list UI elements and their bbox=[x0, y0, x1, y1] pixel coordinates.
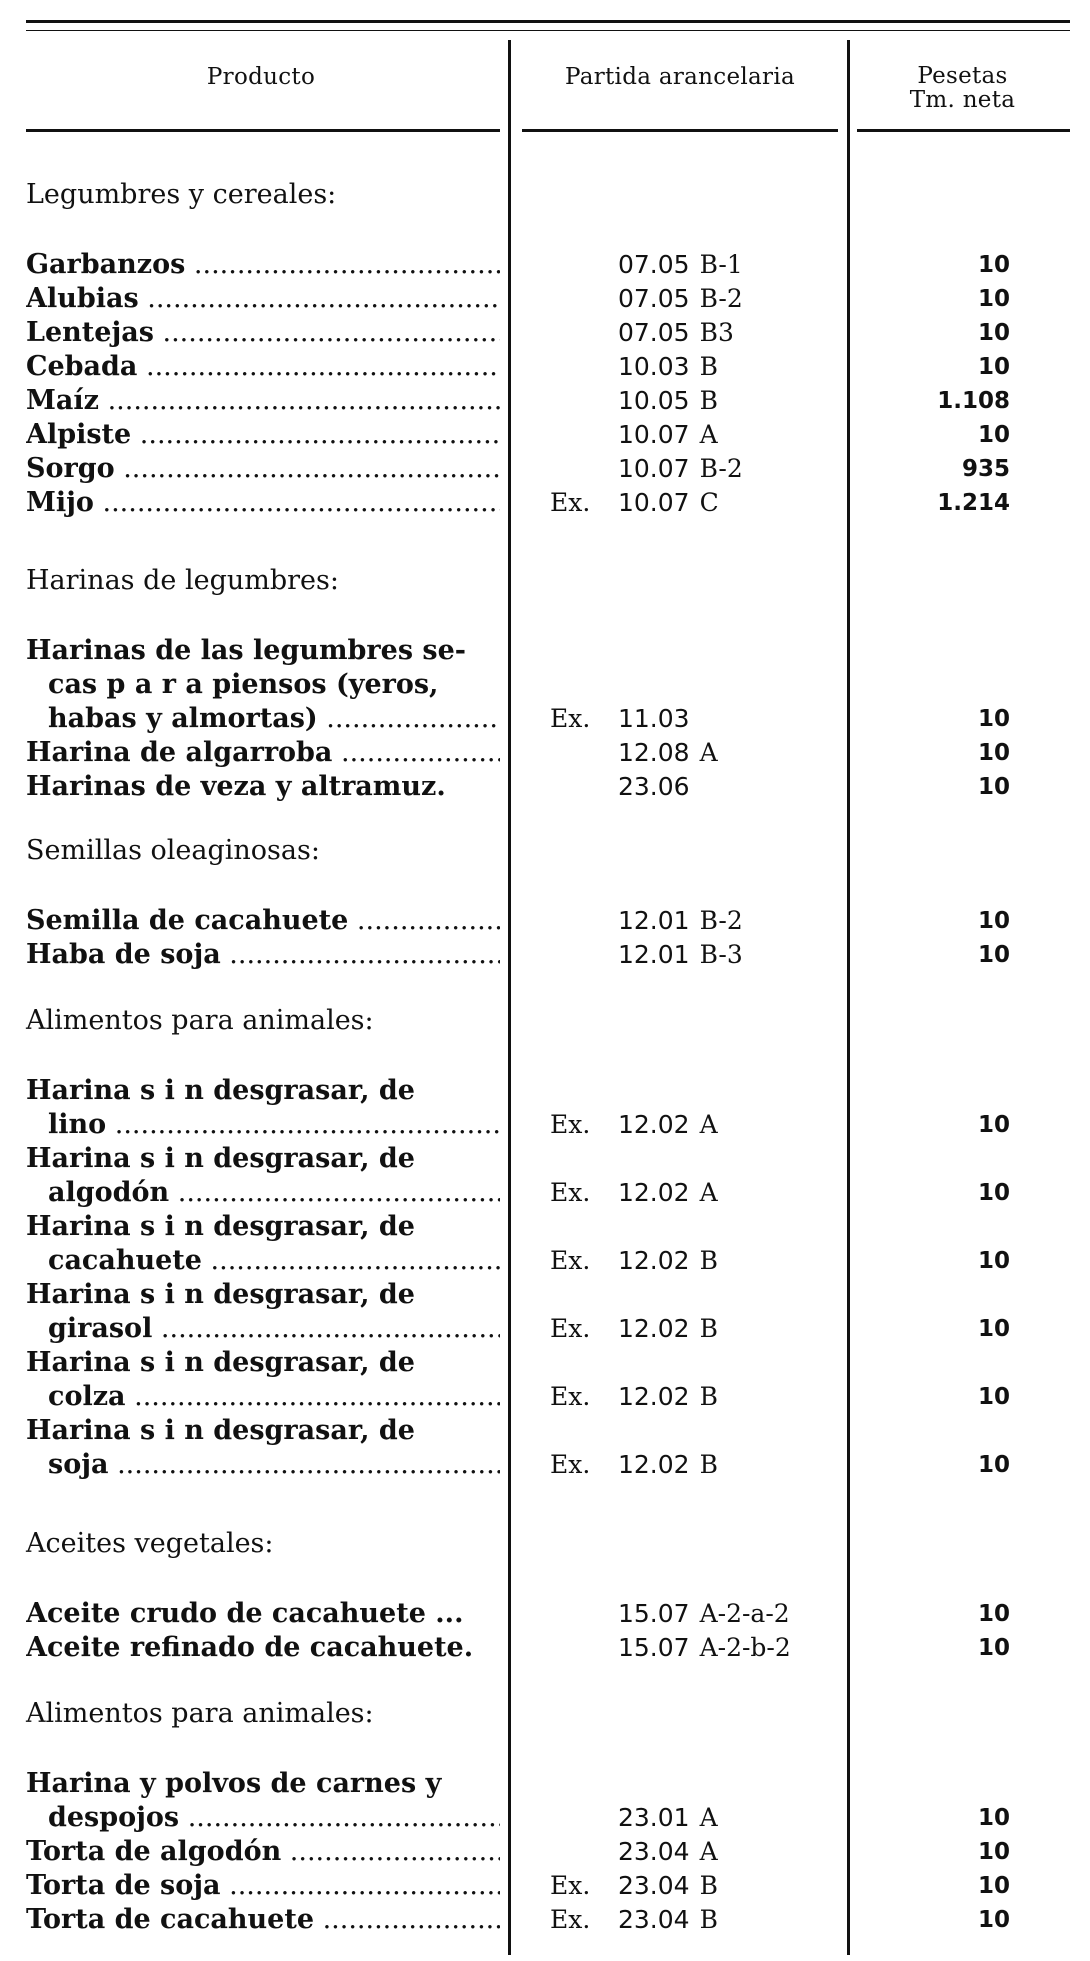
product-name: Garbanzos ..... bbox=[26, 248, 500, 282]
tariff-number: 11.03 bbox=[618, 704, 690, 733]
tariff-code bbox=[618, 316, 734, 350]
tariff-code bbox=[618, 1380, 718, 1414]
tariff-subheading: C bbox=[699, 488, 719, 517]
product-name: Cebada ..... bbox=[26, 350, 500, 384]
product-name: Harinas de las legumbres se- bbox=[26, 635, 467, 666]
pesetas-value: 1.214 bbox=[937, 490, 1010, 516]
header-rule-pesetas bbox=[857, 129, 1070, 132]
pesetas-value: 10 bbox=[977, 252, 1010, 278]
tariff-subheading: B bbox=[699, 1314, 718, 1343]
product-name: Torta de cacahuete ..... bbox=[26, 1903, 500, 1937]
pesetas-value: 10 bbox=[977, 286, 1010, 312]
section-heading: Alimentos para animales: bbox=[26, 1698, 374, 1729]
tariff-code bbox=[618, 350, 718, 384]
product-name: Harina s i n desgrasar, de bbox=[26, 1347, 415, 1378]
tariff-number: 12.02 bbox=[618, 1178, 690, 1207]
tariff-number: 10.03 bbox=[618, 352, 690, 381]
tariff-subheading: A-2-a-2 bbox=[699, 1599, 790, 1628]
tariff-code bbox=[618, 1631, 791, 1665]
tariff-subheading: B-2 bbox=[699, 906, 743, 935]
pesetas-value: 10 bbox=[977, 1839, 1010, 1865]
product-name: Alubias ..... bbox=[26, 282, 500, 316]
tariff-number: 23.04 bbox=[618, 1871, 690, 1900]
tariff-number: 12.02 bbox=[618, 1314, 690, 1343]
tariff-code bbox=[618, 384, 718, 418]
tariff-number: 10.07 bbox=[618, 454, 690, 483]
product-name: algodón ..... bbox=[48, 1176, 500, 1210]
pesetas-value: 10 bbox=[977, 422, 1010, 448]
product-name: Haba de soja ..... bbox=[26, 938, 500, 972]
tariff-code bbox=[618, 1869, 718, 1903]
ex-prefix: Ex. bbox=[550, 1178, 591, 1207]
product-name: Harinas de veza y altramuz. bbox=[26, 771, 446, 802]
tariff-subheading: B-3 bbox=[699, 940, 743, 969]
tariff-number: 07.05 bbox=[618, 250, 690, 279]
pesetas-value: 10 bbox=[977, 1112, 1010, 1138]
tariff-code bbox=[618, 1801, 718, 1835]
section-heading: Harinas de legumbres: bbox=[26, 565, 339, 596]
pesetas-value: 10 bbox=[977, 1316, 1010, 1342]
ex-prefix: Ex. bbox=[550, 704, 591, 733]
tariff-subheading: B bbox=[699, 1450, 718, 1479]
tariff-number: 12.02 bbox=[618, 1382, 690, 1411]
tariff-number: 12.02 bbox=[618, 1246, 690, 1275]
pesetas-value: 10 bbox=[977, 1873, 1010, 1899]
header-partida: Partida arancelaria bbox=[564, 64, 796, 90]
pesetas-value: 10 bbox=[977, 1805, 1010, 1831]
tariff-code bbox=[618, 1835, 718, 1869]
tariff-subheading: B bbox=[699, 1871, 718, 1900]
tariff-subheading: B bbox=[699, 386, 718, 415]
pesetas-value: 10 bbox=[977, 1452, 1010, 1478]
tariff-number: 12.01 bbox=[618, 906, 690, 935]
product-name: Harina y polvos de carnes y bbox=[26, 1768, 442, 1799]
product-name: habas y almortas) ..... bbox=[48, 702, 500, 736]
product-name: soja ..... bbox=[48, 1448, 500, 1482]
tariff-number: 23.06 bbox=[618, 772, 690, 801]
section-heading: Aceites vegetales: bbox=[26, 1528, 274, 1559]
pesetas-value: 10 bbox=[977, 1635, 1010, 1661]
tariff-subheading: A bbox=[699, 1110, 718, 1139]
product-name: Mijo ..... bbox=[26, 486, 500, 520]
ex-prefix: Ex. bbox=[550, 1314, 591, 1343]
tariff-number: 15.07 bbox=[618, 1599, 690, 1628]
product-name: lino ..... bbox=[48, 1108, 500, 1142]
tariff-number: 10.05 bbox=[618, 386, 690, 415]
tariff-number: 10.07 bbox=[618, 420, 690, 449]
pesetas-value: 10 bbox=[977, 1384, 1010, 1410]
tariff-code bbox=[618, 938, 743, 972]
product-name: Harina s i n desgrasar, de bbox=[26, 1075, 415, 1106]
ex-prefix: Ex. bbox=[550, 1246, 591, 1275]
pesetas-value: 10 bbox=[977, 320, 1010, 346]
tariff-number: 12.02 bbox=[618, 1450, 690, 1479]
pesetas-value: 10 bbox=[977, 942, 1010, 968]
product-name: Aceite refinado de cacahuete. bbox=[26, 1632, 474, 1663]
product-name: despojos ..... bbox=[48, 1801, 500, 1835]
ex-prefix: Ex. bbox=[550, 1110, 591, 1139]
tariff-number: 12.08 bbox=[618, 738, 690, 767]
pesetas-value: 10 bbox=[977, 1248, 1010, 1274]
tariff-code bbox=[618, 1903, 718, 1937]
tariff-subheading: A bbox=[699, 1837, 718, 1866]
section-heading: Legumbres y cereales: bbox=[26, 179, 337, 210]
product-name: Alpiste ..... bbox=[26, 418, 500, 452]
ex-prefix: Ex. bbox=[550, 1450, 591, 1479]
product-name: Harina s i n desgrasar, de bbox=[26, 1211, 415, 1242]
top-rule bbox=[26, 20, 1070, 23]
tariff-subheading: A bbox=[699, 1803, 718, 1832]
tariff-subheading: B bbox=[699, 1382, 718, 1411]
header-product: Producto bbox=[206, 64, 316, 90]
tariff-code bbox=[618, 1176, 718, 1210]
tariff-code bbox=[618, 418, 718, 452]
pesetas-value: 10 bbox=[977, 354, 1010, 380]
product-name: Torta de soja ..... bbox=[26, 1869, 500, 1903]
ex-prefix: Ex. bbox=[550, 1871, 591, 1900]
ex-prefix: Ex. bbox=[550, 488, 591, 517]
tariff-code bbox=[618, 1448, 718, 1482]
product-name: Harina s i n desgrasar, de bbox=[26, 1415, 415, 1446]
tariff-number: 07.05 bbox=[618, 318, 690, 347]
section-heading: Alimentos para animales: bbox=[26, 1005, 374, 1036]
tariff-number: 23.04 bbox=[618, 1837, 690, 1866]
tariff-number: 10.07 bbox=[618, 488, 690, 517]
product-name: Maíz ..... bbox=[26, 384, 500, 418]
tariff-code bbox=[618, 1244, 718, 1278]
pesetas-value: 10 bbox=[977, 740, 1010, 766]
pesetas-value: 10 bbox=[977, 706, 1010, 732]
tariff-code bbox=[618, 282, 743, 316]
tariff-code bbox=[618, 248, 743, 282]
tariff-number: 23.01 bbox=[618, 1803, 690, 1832]
tariff-code bbox=[618, 1597, 790, 1631]
tariff-code bbox=[618, 702, 690, 736]
tariff-code bbox=[618, 452, 743, 486]
tariff-subheading: A bbox=[699, 738, 718, 767]
tariff-subheading: B-1 bbox=[699, 250, 743, 279]
tariff-number: 12.01 bbox=[618, 940, 690, 969]
tariff-subheading: B bbox=[699, 352, 718, 381]
tariff-subheading: A bbox=[699, 420, 718, 449]
section-heading: Semillas oleaginosas: bbox=[26, 835, 320, 866]
tariff-subheading: B-2 bbox=[699, 284, 743, 313]
product-name: Harina s i n desgrasar, de bbox=[26, 1143, 415, 1174]
tariff-code bbox=[618, 1108, 718, 1142]
header-tm-neta: Tm. neta bbox=[909, 87, 1016, 113]
tariff-subheading: A bbox=[699, 1178, 718, 1207]
tariff-code bbox=[618, 904, 743, 938]
product-name: cacahuete ..... bbox=[48, 1244, 500, 1278]
product-name: colza ..... bbox=[48, 1380, 500, 1414]
tariff-number: 23.04 bbox=[618, 1905, 690, 1934]
product-name: Aceite crudo de cacahuete ... bbox=[26, 1598, 464, 1629]
column-divider-2 bbox=[847, 40, 850, 1955]
pesetas-value: 935 bbox=[961, 456, 1010, 482]
header-pesetas: Pesetas bbox=[917, 63, 1008, 89]
product-name: Lentejas ..... bbox=[26, 316, 500, 350]
header-rule-partida bbox=[522, 129, 838, 132]
tariff-subheading: B bbox=[699, 1905, 718, 1934]
tariff-number: 12.02 bbox=[618, 1110, 690, 1139]
product-name: Sorgo ..... bbox=[26, 452, 500, 486]
ex-prefix: Ex. bbox=[550, 1382, 591, 1411]
tariff-code bbox=[618, 486, 719, 520]
pesetas-value: 1.108 bbox=[937, 388, 1010, 414]
tariff-code bbox=[618, 736, 718, 770]
product-name: Harina s i n desgrasar, de bbox=[26, 1279, 415, 1310]
pesetas-value: 10 bbox=[977, 1907, 1010, 1933]
tariff-code bbox=[618, 770, 690, 804]
pesetas-value: 10 bbox=[977, 1601, 1010, 1627]
product-name: Torta de algodón ..... bbox=[26, 1835, 500, 1869]
tariff-number: 15.07 bbox=[618, 1633, 690, 1662]
product-name: Semilla de cacahuete ..... bbox=[26, 904, 500, 938]
tariff-code bbox=[618, 1312, 718, 1346]
pesetas-value: 10 bbox=[977, 908, 1010, 934]
tariff-subheading: A-2-b-2 bbox=[699, 1633, 791, 1662]
top-rule-thin bbox=[26, 30, 1070, 31]
product-name: Harina de algarroba ..... bbox=[26, 736, 500, 770]
product-name: cas p a r a piensos (yeros, bbox=[48, 669, 439, 700]
tariff-number: 07.05 bbox=[618, 284, 690, 313]
product-name: girasol ..... bbox=[48, 1312, 500, 1346]
column-divider-1 bbox=[508, 40, 511, 1955]
ex-prefix: Ex. bbox=[550, 1905, 591, 1934]
pesetas-value: 10 bbox=[977, 1180, 1010, 1206]
pesetas-value: 10 bbox=[977, 774, 1010, 800]
tariff-subheading: B-2 bbox=[699, 454, 743, 483]
tariff-subheading: B3 bbox=[699, 318, 734, 347]
header-rule-product bbox=[26, 129, 500, 132]
tariff-subheading: B bbox=[699, 1246, 718, 1275]
